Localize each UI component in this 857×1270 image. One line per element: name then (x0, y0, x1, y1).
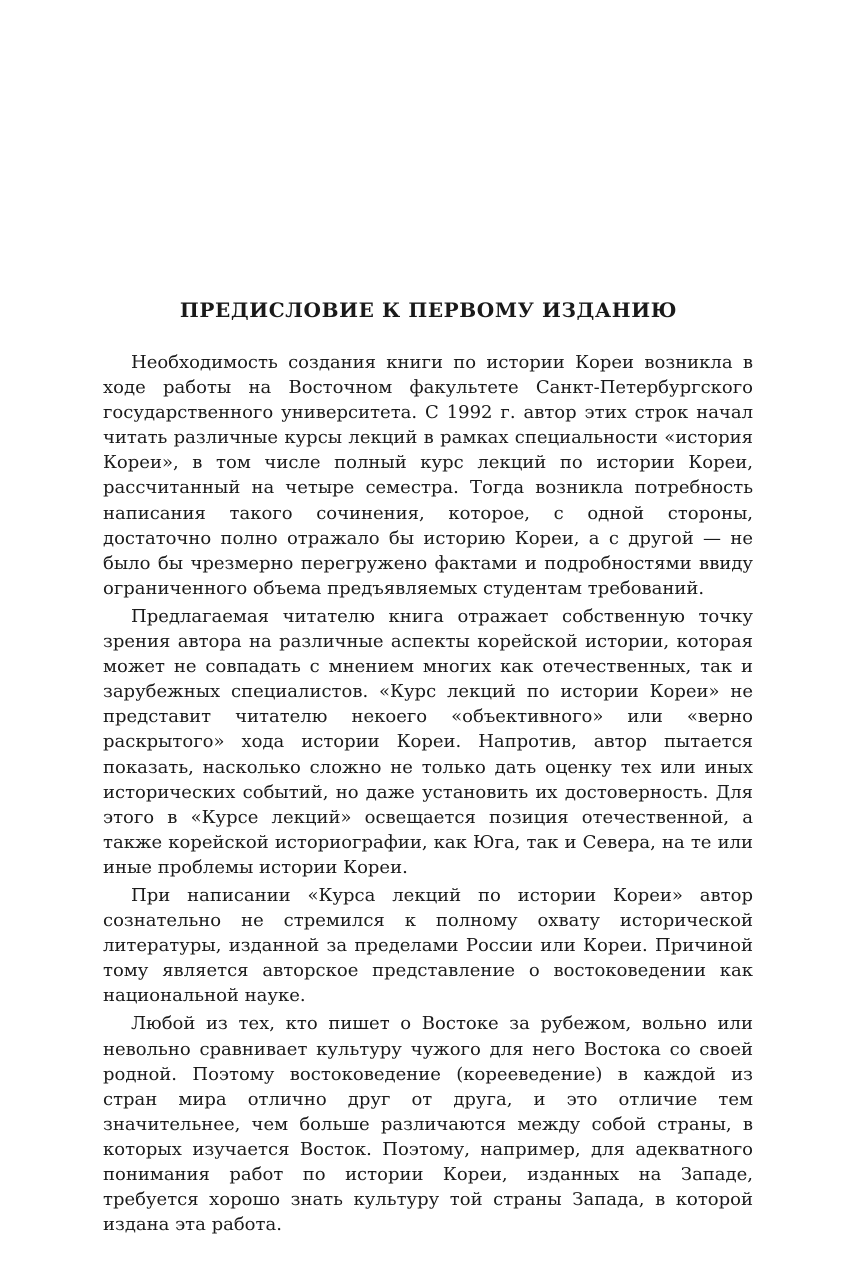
paragraph: Любой из тех, кто пишет о Востоке за рубежом, вольно или невольно сравнивает культуру чужого для него Востока со своей родной. Поэтому востоковедение (корееведение) в каждой из стран мира отлично друг от друга, и это отличие тем значительнее, чем больше различаются между собой страны, в которых изучается Восток. Поэтому, например, для адекватного понимания работ по истории Кореи, изданных на Западе, требуется хорошо знать культуру той страны Запада, в которой издана эта работа. (103, 1013, 753, 1236)
paragraph: При написании «Курса лекций по истории Кореи» автор сознательно не стремился к полному охвату исторической литературы, изданной за пределами России или Кореи. Причиной тому является авторское представление о востоковедении как национальной науке. (103, 884, 753, 1007)
chapter-heading: ПРЕДИСЛОВИЕ К ПЕРВОМУ ИЗДАНИЮ (179, 298, 678, 322)
paragraph: Необходимость создания книги по истории Кореи возникла в ходе работы на Восточном факультете Санкт-Петербургского государственного университета. С 1992 г. автор этих строк начал читать различные курсы лекций в рамках специальности «история Кореи», в том числе полный курс лекций по истории Кореи, рассчитанный на четыре семестра. Тогда возникла потребность написания такого сочинения, которое, с одной стороны, достаточно полно отражало бы историю Кореи, а с другой — не было бы чрезмерно перегружено фактами и подробностями ввиду ограниченного объема предъявляемых студентам требований. (103, 352, 753, 599)
body-text (103, 350, 753, 1240)
paragraph: Предлагаемая читателю книга отражает собственную точку зрения автора на различные аспекты корейской истории, которая может не совпадать с мнением многих как отечественных, так и зарубежных специалистов. «Курс лекций по истории Кореи» не представит читателю некоего «объективного» или «верно раскрытого» хода истории Кореи. Напротив, автор пытается показать, насколько сложно не только дать оценку тех или иных исторических событий, но даже установить их достоверность. Для этого в «Курсе лекций» освещается позиция отечественной, а также корейской историографии, как Юга, так и Севера, на те или иные проблемы истории Кореи. (103, 605, 753, 878)
